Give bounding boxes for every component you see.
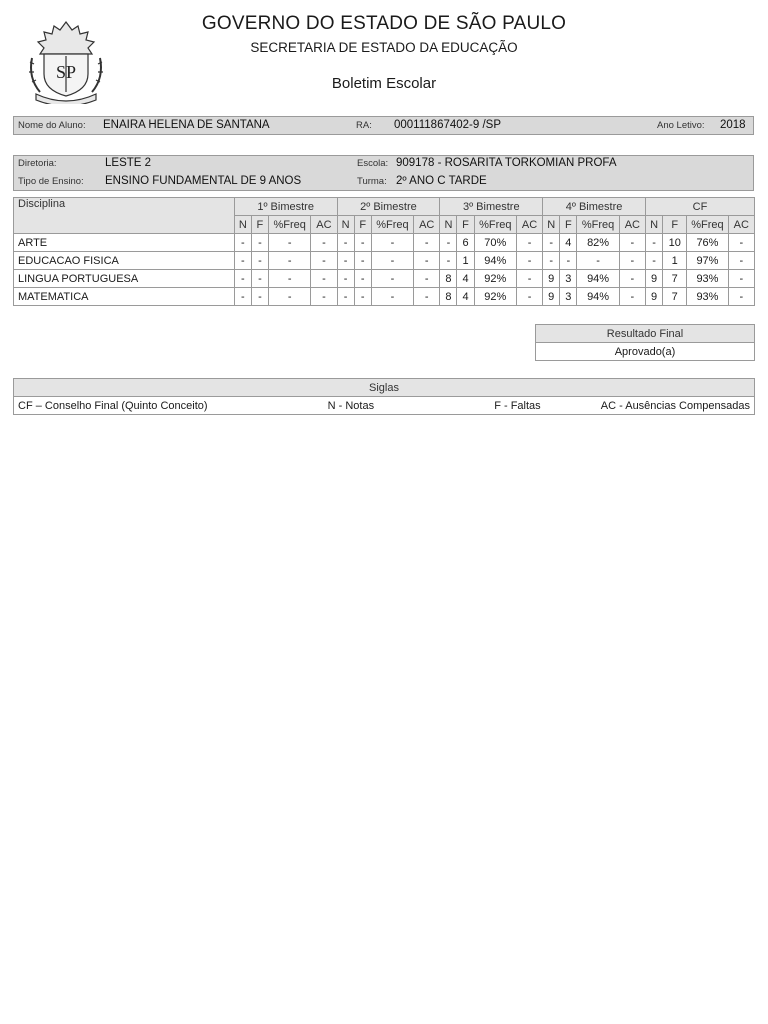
- grade-cell: 4: [560, 234, 577, 252]
- grade-cell: -: [728, 252, 754, 270]
- grade-cell: 9: [645, 270, 662, 288]
- grade-cell: -: [234, 288, 251, 306]
- legend-item-f: F - Faltas: [494, 399, 541, 412]
- grade-cell: -: [543, 234, 560, 252]
- legend-item-cf: CF – Conselho Final (Quinto Conceito): [18, 399, 208, 412]
- grade-cell: -: [728, 234, 754, 252]
- grade-cell: 7: [663, 270, 687, 288]
- school-info-block: [13, 155, 754, 191]
- table-row: [14, 288, 755, 306]
- grade-cell: -: [251, 288, 268, 306]
- grade-cell: 1: [663, 252, 687, 270]
- grade-cell: -: [371, 270, 413, 288]
- grade-cell: -: [234, 270, 251, 288]
- grade-cell: 8: [440, 270, 457, 288]
- grade-cell: 76%: [687, 234, 728, 252]
- secretariat-title: SECRETARIA DE ESTADO DA EDUCAÇÃO: [250, 40, 518, 55]
- grade-cell: -: [645, 252, 662, 270]
- grade-cell: 97%: [687, 252, 728, 270]
- final-result-table: [535, 324, 755, 361]
- subject-name: LINGUA PORTUGUESA: [14, 270, 235, 288]
- period-header: CF: [645, 198, 754, 216]
- grade-cell: -: [619, 288, 645, 306]
- year-value: 2018: [720, 119, 746, 131]
- class-value: 2º ANO C TARDE: [396, 175, 487, 187]
- grade-cell: -: [234, 234, 251, 252]
- grade-cell: -: [268, 270, 310, 288]
- grade-cell: 82%: [577, 234, 619, 252]
- teaching-type-value: ENSINO FUNDAMENTAL DE 9 ANOS: [105, 175, 302, 187]
- subcolumn-header: N: [645, 216, 662, 234]
- grade-cell: -: [619, 252, 645, 270]
- legend-items: [18, 400, 750, 412]
- class-label: Turma:: [357, 176, 387, 187]
- ra-value: 000111867402-9 /SP: [394, 119, 501, 131]
- grade-cell: -: [268, 252, 310, 270]
- grade-cell: 92%: [474, 270, 516, 288]
- table-row: [14, 270, 755, 288]
- grade-cell: -: [311, 252, 337, 270]
- directorate-label: Diretoria:: [18, 158, 57, 169]
- subcolumn-header: N: [543, 216, 560, 234]
- grade-cell: -: [251, 234, 268, 252]
- grade-cell: -: [516, 270, 542, 288]
- grade-cell: -: [440, 252, 457, 270]
- grade-cell: -: [354, 234, 371, 252]
- directorate-value: LESTE 2: [105, 157, 152, 169]
- subject-name: ARTE: [14, 234, 235, 252]
- legend-item-n: N - Notas: [327, 399, 375, 412]
- grade-cell: -: [560, 252, 577, 270]
- student-name-label: Nome do Aluno:: [18, 120, 86, 131]
- subject-name: MATEMATICA: [14, 288, 235, 306]
- teaching-type-label: Tipo de Ensino:: [18, 176, 84, 187]
- period-header: 2º Bimestre: [337, 198, 440, 216]
- grade-cell: 94%: [577, 288, 619, 306]
- grade-cell: -: [311, 288, 337, 306]
- subcolumn-header: F: [251, 216, 268, 234]
- grade-cell: -: [619, 234, 645, 252]
- grade-cell: -: [268, 288, 310, 306]
- grade-cell: 94%: [577, 270, 619, 288]
- grade-cell: 93%: [687, 270, 728, 288]
- table-row: [14, 234, 755, 252]
- grade-cell: -: [234, 252, 251, 270]
- seal-letters: SP: [55, 62, 77, 82]
- subcolumn-header: AC: [619, 216, 645, 234]
- grade-cell: 9: [543, 270, 560, 288]
- grade-cell: -: [354, 288, 371, 306]
- grade-cell: -: [354, 252, 371, 270]
- student-name: ENAIRA HELENA DE SANTANA: [103, 119, 270, 131]
- grade-cell: -: [251, 252, 268, 270]
- grade-cell: -: [371, 288, 413, 306]
- grade-cell: 8: [440, 288, 457, 306]
- subcolumn-header: N: [337, 216, 354, 234]
- subcolumn-header: F: [560, 216, 577, 234]
- subcolumn-header: AC: [728, 216, 754, 234]
- grade-cell: -: [414, 252, 440, 270]
- grade-cell: 10: [663, 234, 687, 252]
- grade-cell: -: [645, 234, 662, 252]
- grade-cell: -: [268, 234, 310, 252]
- grade-cell: -: [371, 234, 413, 252]
- grade-cell: -: [337, 234, 354, 252]
- grade-cell: 3: [560, 288, 577, 306]
- subcolumn-header: F: [663, 216, 687, 234]
- grade-cell: -: [414, 288, 440, 306]
- legend-table: [13, 378, 755, 415]
- ra-label: RA:: [356, 120, 372, 131]
- grade-cell: -: [371, 252, 413, 270]
- grade-cell: 1: [457, 252, 474, 270]
- student-info-bar: [13, 116, 754, 135]
- grade-cell: 9: [543, 288, 560, 306]
- school-label: Escola:: [357, 158, 389, 169]
- table-row: [14, 252, 755, 270]
- grade-cell: -: [414, 270, 440, 288]
- grade-cell: -: [311, 270, 337, 288]
- grade-cell: 9: [645, 288, 662, 306]
- grade-cell: -: [728, 270, 754, 288]
- grade-cell: -: [414, 234, 440, 252]
- school-value: 909178 - ROSARITA TORKOMIAN PROFA: [396, 157, 617, 169]
- grade-cell: -: [728, 288, 754, 306]
- grade-cell: -: [337, 288, 354, 306]
- final-result-label: Resultado Final: [536, 325, 755, 343]
- final-result-value: Aprovado(a): [536, 343, 755, 361]
- discipline-header: Disciplina: [14, 198, 235, 234]
- grade-cell: -: [516, 252, 542, 270]
- grades-table: [13, 197, 755, 306]
- subject-name: EDUCACAO FISICA: [14, 252, 235, 270]
- grade-cell: -: [516, 234, 542, 252]
- subcolumn-header: %Freq: [371, 216, 413, 234]
- grade-cell: 4: [457, 270, 474, 288]
- grade-cell: -: [619, 270, 645, 288]
- grade-cell: -: [251, 270, 268, 288]
- subcolumn-header: N: [234, 216, 251, 234]
- period-header: 1º Bimestre: [234, 198, 337, 216]
- subcolumn-header: %Freq: [577, 216, 619, 234]
- grade-cell: -: [543, 252, 560, 270]
- grade-cell: 92%: [474, 288, 516, 306]
- grade-cell: 93%: [687, 288, 728, 306]
- period-header: 4º Bimestre: [543, 198, 646, 216]
- grade-cell: -: [516, 288, 542, 306]
- grade-cell: 4: [457, 288, 474, 306]
- subcolumn-header: %Freq: [474, 216, 516, 234]
- grade-cell: 94%: [474, 252, 516, 270]
- subcolumn-header: AC: [311, 216, 337, 234]
- subcolumn-header: %Freq: [268, 216, 310, 234]
- subcolumn-header: N: [440, 216, 457, 234]
- subcolumn-header: AC: [414, 216, 440, 234]
- subcolumn-header: AC: [516, 216, 542, 234]
- period-header: 3º Bimestre: [440, 198, 543, 216]
- legend-title: Siglas: [14, 379, 755, 397]
- grade-cell: -: [440, 234, 457, 252]
- grade-cell: -: [337, 270, 354, 288]
- grade-cell: -: [311, 234, 337, 252]
- subcolumn-header: F: [457, 216, 474, 234]
- grade-cell: -: [354, 270, 371, 288]
- government-title: GOVERNO DO ESTADO DE SÃO PAULO: [201, 13, 567, 34]
- grade-cell: -: [577, 252, 619, 270]
- legend-item-ac: AC - Ausências Compensadas: [600, 399, 750, 412]
- document-title: Boletim Escolar: [331, 75, 437, 92]
- subcolumn-header: %Freq: [687, 216, 728, 234]
- grade-cell: 6: [457, 234, 474, 252]
- subcolumn-header: F: [354, 216, 371, 234]
- grade-cell: -: [337, 252, 354, 270]
- grade-cell: 70%: [474, 234, 516, 252]
- grade-cell: 7: [663, 288, 687, 306]
- grade-cell: 3: [560, 270, 577, 288]
- year-label: Ano Letivo:: [657, 120, 705, 131]
